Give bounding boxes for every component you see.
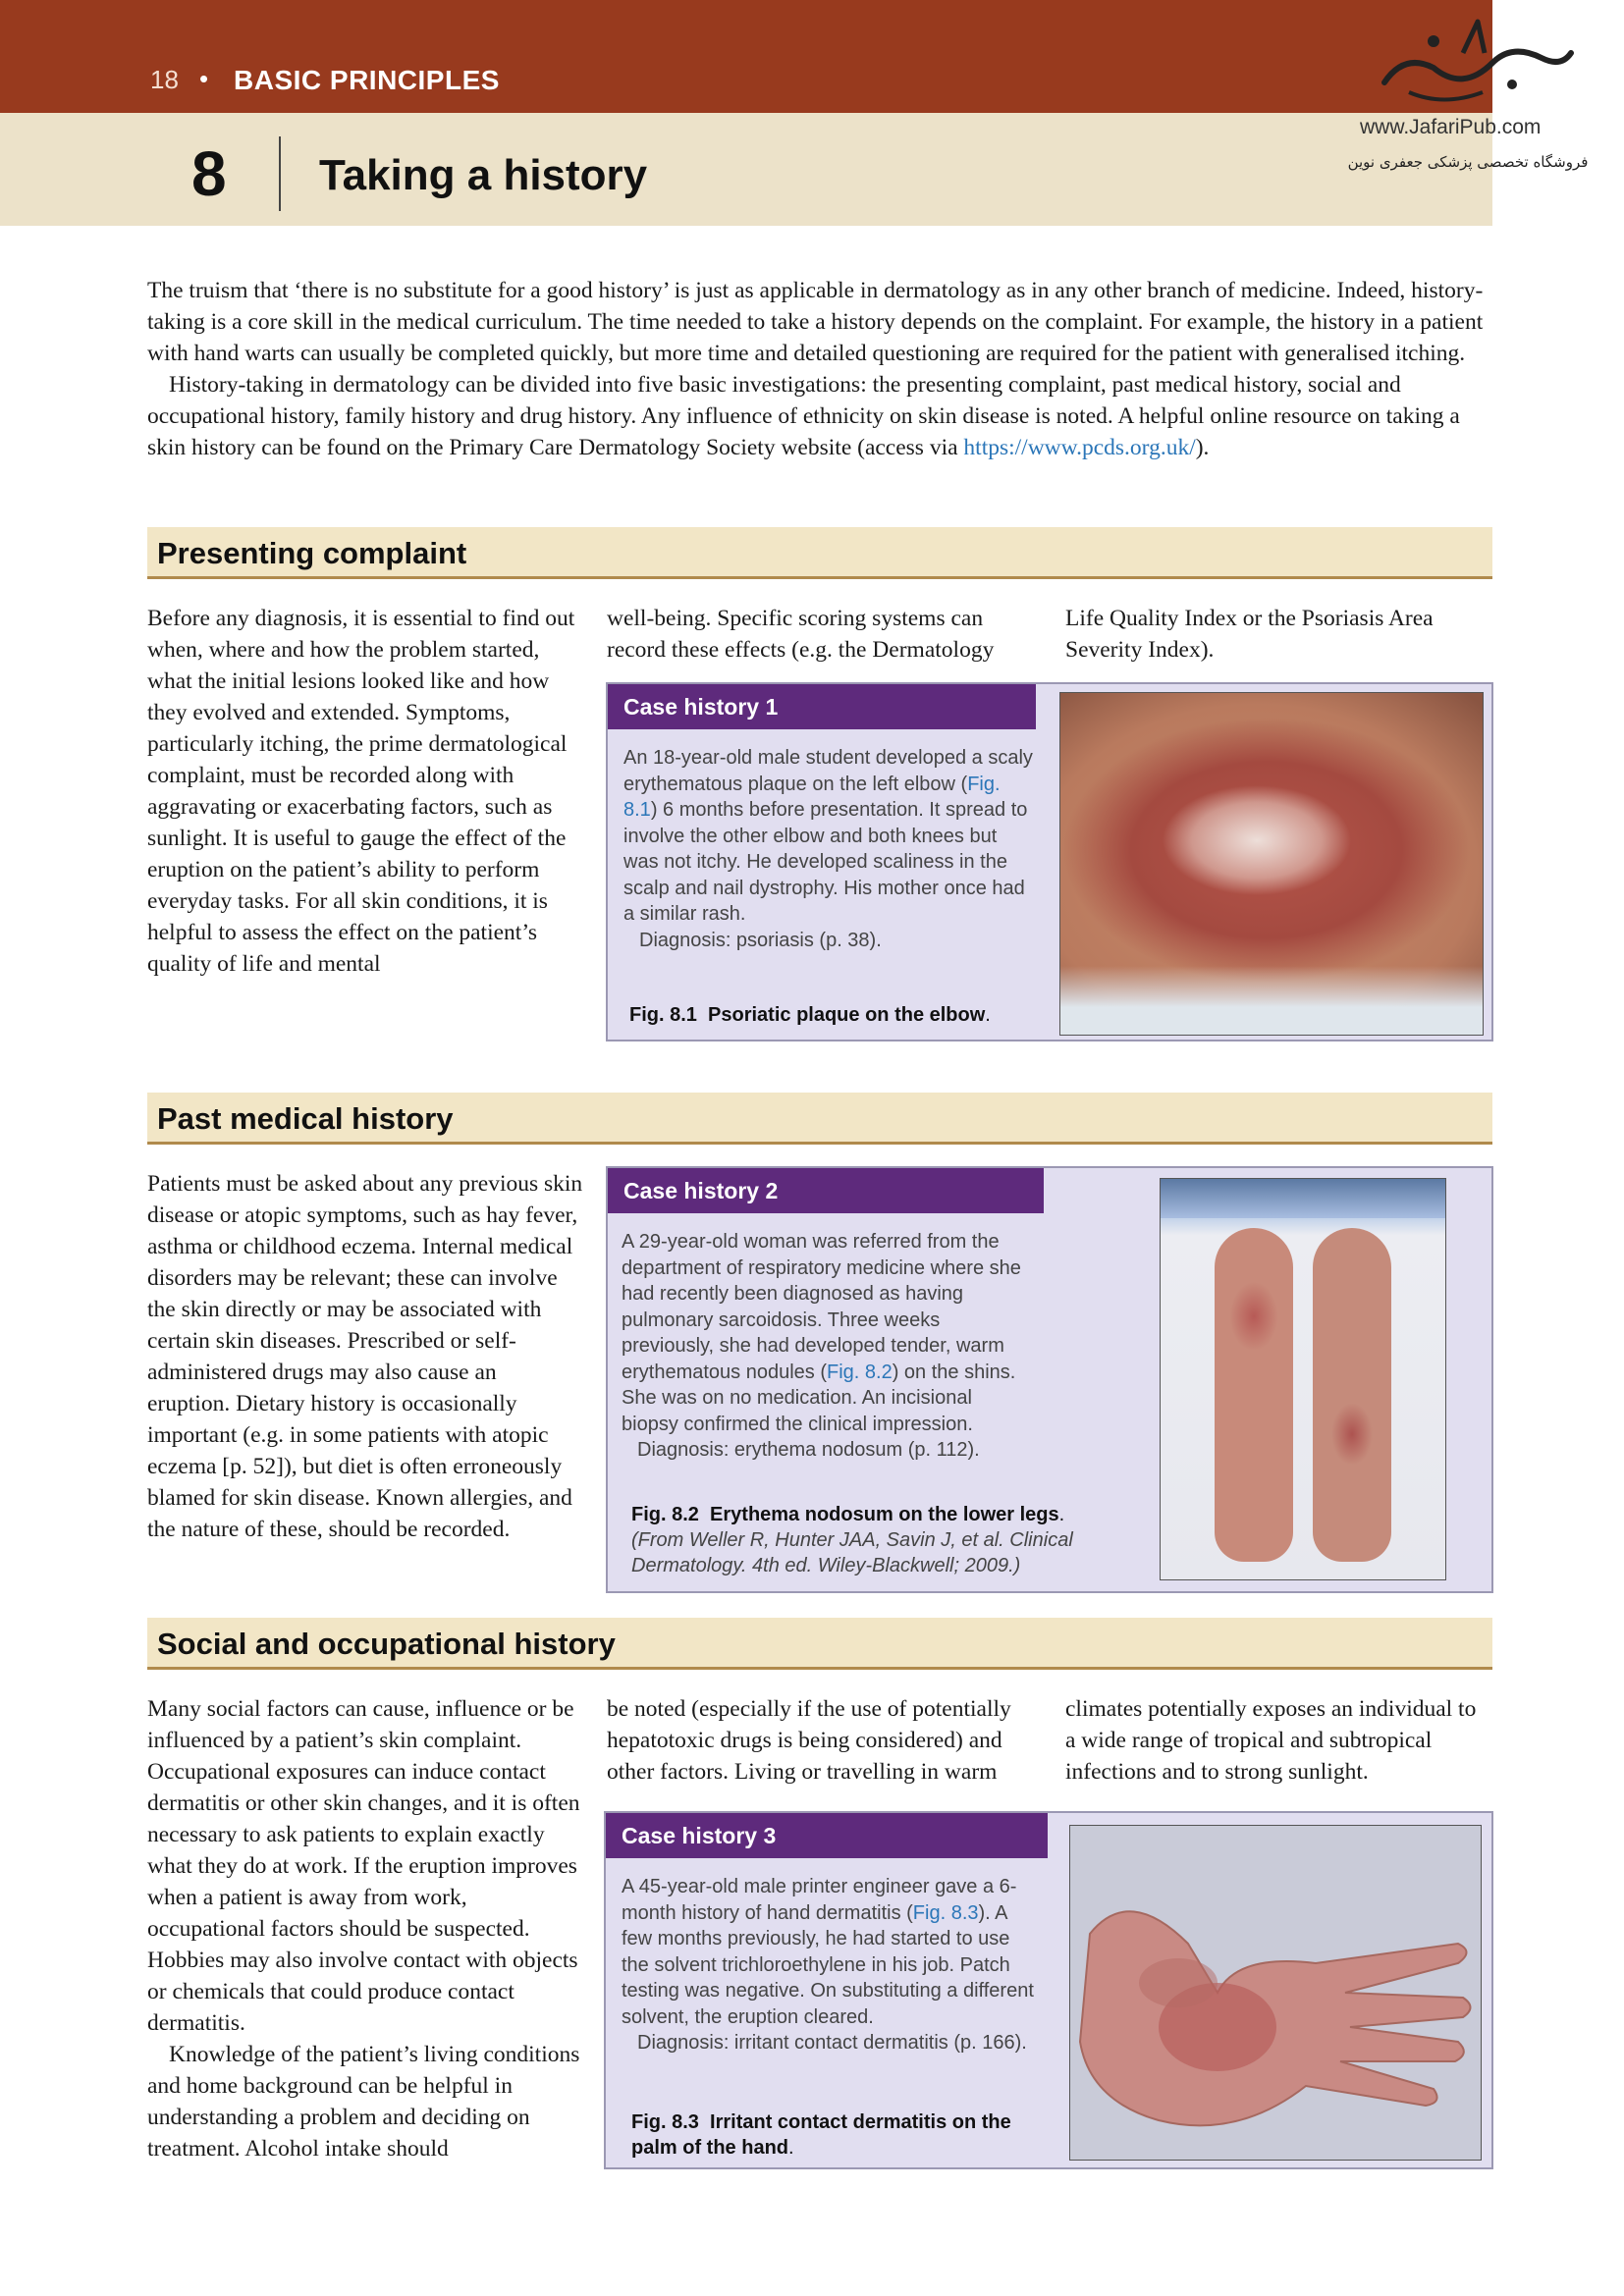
chapter-number: 8 xyxy=(191,138,227,209)
case-history-1-title: Case history 1 xyxy=(623,694,779,720)
publisher-url[interactable]: www.JafariPub.com xyxy=(1360,116,1542,138)
case-history-2-title: Case history 2 xyxy=(623,1178,779,1203)
case-1-diagnosis: Diagnosis: psoriasis (p. 38). xyxy=(639,929,882,951)
figure-8-2-label: Fig. 8.2 xyxy=(631,1504,699,1525)
chapter-title: Taking a history xyxy=(319,151,648,199)
presenting-text-3: Life Quality Index or the Psoriasis Area Severity Index). xyxy=(1065,606,1434,663)
photo-erythema-nodosum-legs xyxy=(1160,1178,1446,1580)
figure-8-1-caption-text: Psoriatic plaque on the elbow xyxy=(708,1004,986,1026)
case-history-1-header xyxy=(608,684,1036,729)
section-title: BASIC PRINCIPLES xyxy=(234,65,500,95)
chapter-divider xyxy=(279,136,281,211)
case-2-text-b: ) on the shins. She was on no medication. An incisional biopsy confirmed the clinical impression. xyxy=(622,1361,1016,1435)
case-history-3-title: Case history 3 xyxy=(622,1823,777,1848)
intro-paragraph-2-end: ). xyxy=(1195,435,1210,460)
case-history-2-header xyxy=(608,1168,1044,1213)
section-heading-past-medical xyxy=(147,1093,1492,1145)
presenting-column-2 xyxy=(607,603,1039,666)
case-3-diagnosis: Diagnosis: irritant contact dermatitis (p. 166). xyxy=(637,2032,1027,2054)
figure-ref-8-1[interactable]: Fig. 8.1 xyxy=(623,773,1001,821)
case-history-1-text xyxy=(623,745,1036,953)
case-2-text-a: A 29-year-old woman was referred from the department of respiratory medicine where she had recently been diagnosed as having pulmonary sarcoidosis. Three weeks previously, she had developed tender, warm erythematous nodules ( xyxy=(622,1231,1021,1383)
intro-paragraph-2-text: History-taking in dermatology can be divided into five basic investigations: the presenting complaint, past medical history, social and occupational history, family history and drug history. Any influence of ethnicity on skin disease is noted. A helpful online resource on taking a skin history can be found on the Primary Care Dermatology Society website (access via xyxy=(147,372,1460,460)
figure-8-1-caption: Fig. 8.1 Psoriatic plaque on the elbow. xyxy=(629,1004,991,1026)
figure-ref-8-2[interactable]: Fig. 8.2 xyxy=(827,1361,893,1383)
section-heading-social xyxy=(147,1618,1492,1670)
case-3-text-b: ). A few months previously, he had started to use the solvent trichloroethylene in his job. Patch testing was negative. On substituting a different solvent, the eruption cleared. xyxy=(622,1901,1034,2028)
presenting-text-2: well-being. Specific scoring systems can record these effects (e.g. the Dermatology xyxy=(607,606,995,663)
photo-hand-dermatitis xyxy=(1069,1825,1482,2161)
figure-8-2-credit: (From Weller R, Hunter JAA, Savin J, et al. Clinical Dermatology. 4th ed. Wiley-Blackwell; 2009.) xyxy=(631,1529,1073,1576)
case-1-text-b: ) 6 months before presentation. It spread to involve the other elbow and both knees but was not itchy. He developed scaliness in the scalp and nail dystrophy. His mother once had a similar rash. xyxy=(623,799,1028,925)
page-number: 18 xyxy=(150,65,179,94)
figure-8-2-caption-text: Erythema nodosum on the lower legs xyxy=(710,1504,1059,1525)
publisher-tagline: فروشگاه تخصصی پزشکی جعفری نوین xyxy=(1347,153,1589,171)
social-text-2: Knowledge of the patient’s living conditions and home background can be helpful in understanding a problem and deciding on treatment. Alcohol intake should xyxy=(147,2042,580,2162)
figure-ref-8-3[interactable]: Fig. 8.3 xyxy=(912,1901,979,1924)
intro-paragraph-1: The truism that ‘there is no substitute for a good history’ is just as applicable in dermatology as in any other branch of medicine. Indeed, history-taking is a core skill in the medical curriculum. The time needed to take a history depends on the complaint. For example, the history in a patient with hand warts can usually be completed quickly, but more time and detailed questioning are required for the patient with generalised itching. xyxy=(147,278,1484,366)
presenting-column-1 xyxy=(147,603,584,980)
pcds-link[interactable]: https://www.pcds.org.uk/ xyxy=(963,435,1196,460)
figure-8-3-label: Fig. 8.3 xyxy=(631,2111,699,2133)
photo-bedsheet xyxy=(1060,966,1483,1035)
case-1-text-a: An 18-year-old male student developed a scaly erythematous plaque on the left elbow ( xyxy=(623,747,1033,795)
photo-left-leg xyxy=(1215,1228,1293,1562)
figure-8-1-label: Fig. 8.1 xyxy=(629,1004,697,1026)
case-history-2-text xyxy=(622,1229,1034,1464)
section-heading-text: Social and occupational history xyxy=(157,1627,616,1661)
section-heading-presenting xyxy=(147,527,1492,579)
past-medical-text: Patients must be asked about any previous skin disease or atopic symptoms, such as hay fever, asthma or childhood eczema. Internal medical disorders may be relevant; these can involve the skin directly or may be associated with certain skin diseases. Prescribed or self-administered drugs may also cause an eruption. Dietary history is occasionally important (e.g. in some patients with atopic eczema [p. 52]), but diet is often erroneously blamed for skin disease. Known allergies, and the nature of these, should be recorded. xyxy=(147,1171,583,1542)
figure-8-2-caption: Fig. 8.2 Erythema nodosum on the lower legs. (From Weller R, Hunter JAA, Savin J, et al. Clinical Dermatology. 4th ed. Wiley-Blackwell; 2009.) xyxy=(631,1504,1073,1576)
social-text-4: climates potentially exposes an individual to a wide range of tropical and subtropical infections and to strong sunlight. xyxy=(1065,1696,1477,1785)
case-history-3-header xyxy=(606,1813,1048,1858)
case-history-3-box xyxy=(604,1811,1493,2169)
intro-paragraph-2 xyxy=(147,369,1492,463)
case-history-3-text xyxy=(622,1874,1034,2056)
social-column-2 xyxy=(607,1693,1039,1788)
social-column-3 xyxy=(1065,1693,1488,1788)
social-text-3: be noted (especially if the use of potentially hepatotoxic drugs is being considered) and other factors. Living or travelling in warm xyxy=(607,1696,1011,1785)
photo-psoriatic-plaque-elbow xyxy=(1059,692,1484,1036)
header-bullet: • xyxy=(199,64,209,93)
photo-blue-gown xyxy=(1161,1179,1445,1218)
hand-illustration xyxy=(1070,1826,1481,2160)
presenting-column-3 xyxy=(1065,603,1488,666)
case-history-2-box xyxy=(606,1166,1493,1593)
chapter-title-band xyxy=(0,113,1492,226)
intro-text xyxy=(147,275,1492,463)
photo-right-leg xyxy=(1313,1228,1391,1562)
case-3-text-a: A 45-year-old male printer engineer gave a 6-month history of hand dermatitis ( xyxy=(622,1876,1017,1924)
section-heading-text: Past medical history xyxy=(157,1101,454,1136)
case-history-1-box xyxy=(606,682,1493,1041)
social-text-1: Many social factors can cause, influence or be influenced by a patient’s skin complaint. Occupational exposures can induce contact dermatitis or other skin changes, and it is often necessary to ask patients to explain exactly what they do at work. If the eruption improves when a patient is away from work, occupational factors should be suspected. Hobbies may also involve contact with objects or chemicals that could produce contact dermatitis. xyxy=(147,1696,580,2036)
calligraphy-logo-icon xyxy=(1316,14,1610,112)
figure-8-3-caption: Fig. 8.3 Irritant contact dermatitis on the palm of the hand. xyxy=(631,2111,1011,2159)
header-bar xyxy=(0,0,1492,113)
section-heading-text: Presenting complaint xyxy=(157,536,467,570)
presenting-text-1: Before any diagnosis, it is essential to find out when, where and how the problem started, what the initial lesions looked like and how they evolved and extended. Symptoms, particularly itching, the prime dermatological complaint, must be recorded along with aggravating or exacerbating factors, such as sunlight. It is useful to gauge the effect of the eruption on the patient’s ability to perform everyday tasks. For all skin conditions, it is helpful to assess the effect on the patient’s quality of life and mental xyxy=(147,606,575,977)
publisher-logo xyxy=(1316,14,1610,181)
case-2-diagnosis: Diagnosis: erythema nodosum (p. 112). xyxy=(637,1439,980,1461)
figure-8-3-caption-text: Irritant contact dermatitis on the palm of the hand xyxy=(631,2111,1011,2159)
past-medical-column-1 xyxy=(147,1168,584,1545)
social-column-1 xyxy=(147,1693,584,2164)
